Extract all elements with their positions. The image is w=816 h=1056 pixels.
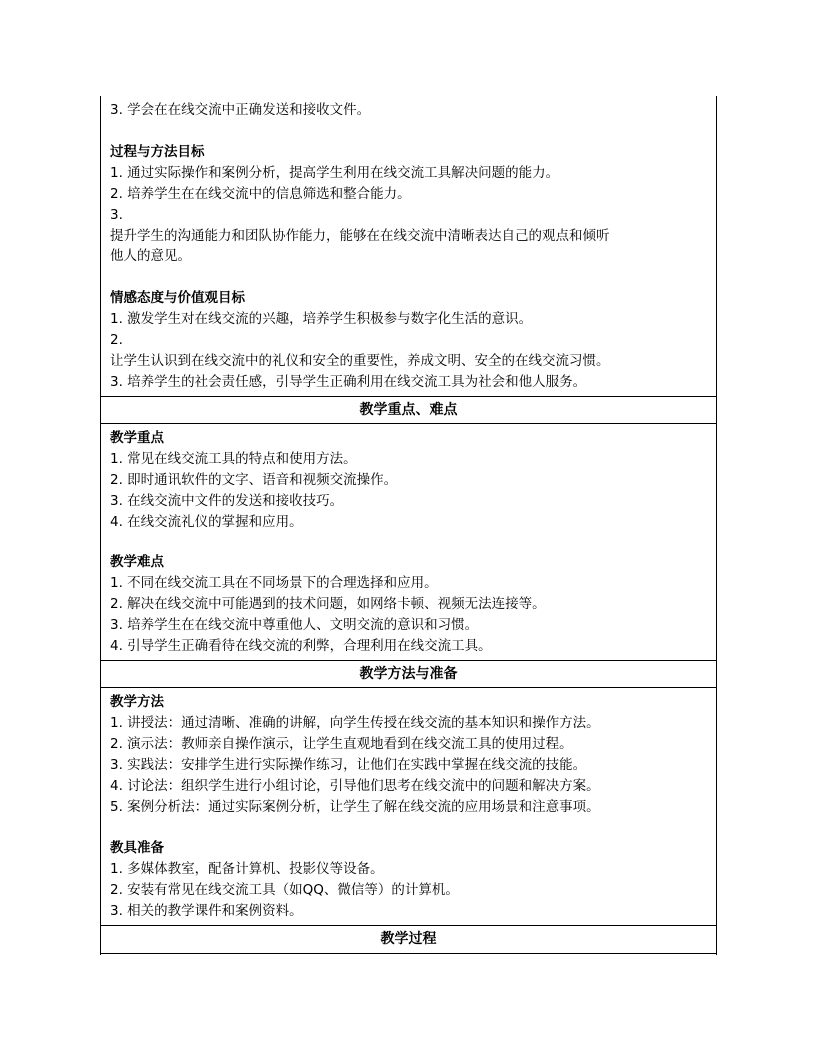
process-item: 3.	[110, 207, 123, 223]
emotion-heading: 情感态度与价值观目标	[110, 290, 245, 306]
section-title: 教学重点、难点	[359, 402, 458, 418]
key-heading: 教学重点	[110, 430, 164, 446]
difficulty-item: 3. 培养学生在在线交流中尊重他人、文明交流的意识和习惯。	[110, 617, 479, 633]
process-heading: 过程与方法目标	[110, 144, 205, 160]
table-divider	[100, 925, 717, 926]
prep-heading: 教具准备	[110, 840, 164, 856]
section-title: 教学方法与准备	[359, 666, 458, 682]
objective-item: 3. 学会在在线交流中正确发送和接收文件。	[110, 102, 371, 118]
difficulty-item: 4. 引导学生正确看待在线交流的利弊，合理利用在线交流工具。	[110, 638, 492, 654]
table-divider	[100, 396, 717, 397]
table-divider	[100, 423, 717, 424]
emotion-item: 让学生认识到在线交流中的礼仪和安全的重要性，养成文明、安全的在线交流习惯。	[110, 353, 610, 369]
method-heading: 教学方法	[110, 694, 164, 710]
difficulty-item: 1. 不同在线交流工具在不同场景下的合理选择和应用。	[110, 575, 438, 591]
difficulty-heading: 教学难点	[110, 554, 164, 570]
process-item: 2. 培养学生在在线交流中的信息筛选和整合能力。	[110, 186, 411, 202]
difficulty-item: 2. 解决在线交流中可能遇到的技术问题，如网络卡顿、视频无法连接等。	[110, 596, 546, 612]
table-divider	[100, 660, 717, 661]
prep-item: 2. 安装有常见在线交流工具（如QQ、微信等）的计算机。	[110, 882, 459, 898]
method-item: 4. 讨论法：组织学生进行小组讨论，引导他们思考在线交流中的问题和解决方案。	[110, 778, 600, 794]
table-bottom-border	[100, 953, 717, 954]
prep-item: 3. 相关的教学课件和案例资料。	[110, 903, 303, 919]
emotion-item: 1. 激发学生对在线交流的兴趣，培养学生积极参与数字化生活的意识。	[110, 311, 533, 327]
key-item: 1. 常见在线交流工具的特点和使用方法。	[110, 451, 357, 467]
table-divider	[100, 687, 717, 688]
section-title: 教学过程	[380, 931, 437, 947]
method-item: 5. 案例分析法：通过实际案例分析，让学生了解在线交流的应用场景和注意事项。	[110, 799, 600, 815]
method-item: 3. 实践法：安排学生进行实际操作练习，让他们在实践中掌握在线交流的技能。	[110, 757, 587, 773]
emotion-item: 2.	[110, 332, 123, 348]
prep-item: 1. 多媒体教室，配备计算机、投影仪等设备。	[110, 861, 384, 877]
process-item: 1. 通过实际操作和案例分析，提高学生利用在线交流工具解决问题的能力。	[110, 165, 560, 181]
process-item: 提升学生的沟通能力和团队协作能力，能够在在线交流中清晰表达自己的观点和倾听	[110, 228, 610, 244]
key-item: 3. 在线交流中文件的发送和接收技巧。	[110, 493, 344, 509]
method-item: 2. 演示法：教师亲自操作演示，让学生直观地看到在线交流工具的使用过程。	[110, 736, 573, 752]
key-item: 4. 在线交流礼仪的掌握和应用。	[110, 514, 303, 530]
key-item: 2. 即时通讯软件的文字、语音和视频交流操作。	[110, 472, 398, 488]
process-item: 他人的意见。	[110, 248, 191, 264]
emotion-item: 3. 培养学生的社会责任感，引导学生正确利用在线交流工具为社会和他人服务。	[110, 374, 587, 390]
method-item: 1. 讲授法：通过清晰、准确的讲解，向学生传授在线交流的基本知识和操作方法。	[110, 715, 600, 731]
